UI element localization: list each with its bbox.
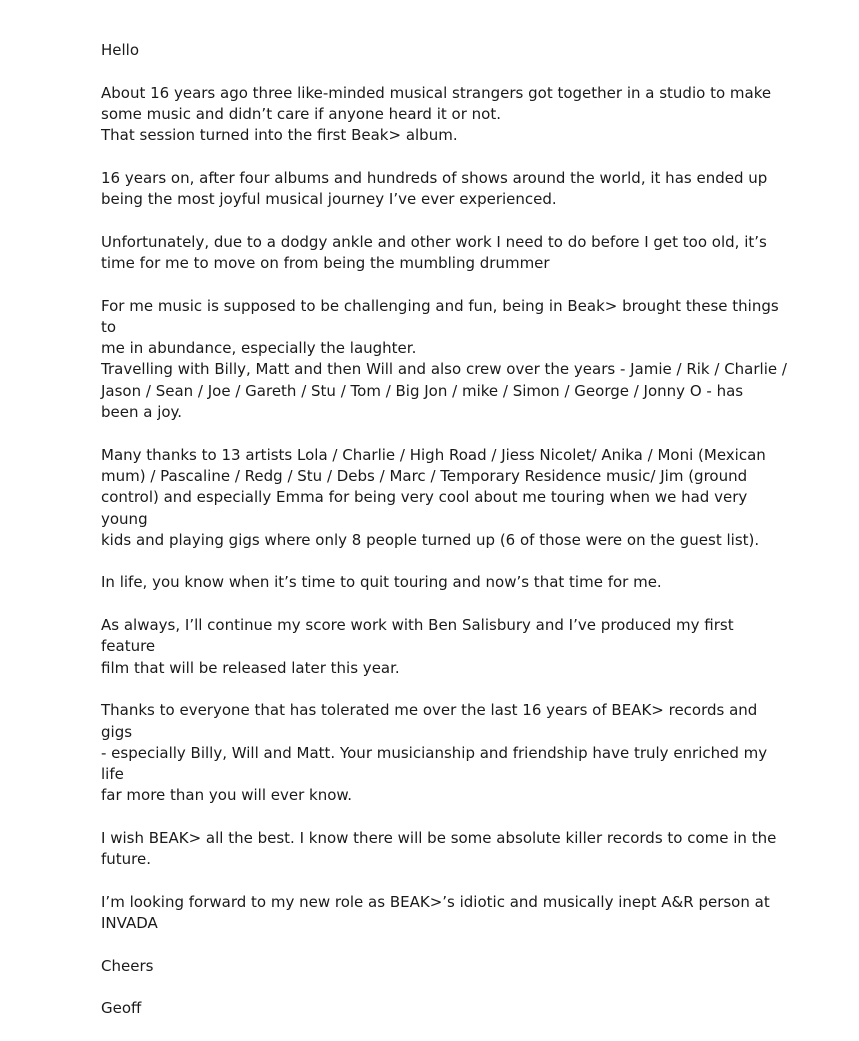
paragraph-line: As always, I’ll continue my score work with Ben Salisbury and I’ve produced my first feature [101,616,734,656]
paragraph-line: For me music is supposed to be challenging and fun, being in Beak> brought these things to [101,296,779,336]
paragraph-line: future. [101,850,152,869]
paragraph-line: - especially Billy, Will and Matt. Your musicianship and friendship have truly enriched my life [101,743,768,784]
paragraph-line: being the most joyful musical journey I’ve ever experienced. [101,190,557,209]
paragraph-line: far more than you will ever know. [101,786,353,805]
paragraph-best-wishes [101,828,791,871]
paragraph-line: mum) / Pascaline / Redg / Stu / Debs / Marc / Temporary Residence music/ Jim (ground [101,466,748,485]
paragraph-line: Unfortunately, due to a dodgy ankle and other work I need to do before I get too old, it’s [101,232,767,251]
paragraph-quit-touring [101,572,791,593]
paragraph-line: About 16 years ago three like-minded musical strangers got together in a studio to make [101,83,772,102]
paragraph-line: Jason / Sean / Joe / Gareth / Stu / Tom / Big Jon / mike / Simon / George / Jonny O - has [101,381,744,400]
paragraph-crew [101,296,791,424]
paragraph-line: me in abundance, especially the laughter. [101,339,417,358]
paragraph-thanks-artists [101,445,791,551]
greeting [101,40,791,61]
paragraph-line: I’m looking forward to my new role as BEAK>’s idiotic and musically inept A&R person at [101,892,770,911]
paragraph-origin [101,83,791,147]
signature-text: Geoff [101,999,142,1018]
letter-document [101,40,791,1041]
paragraph-line: INVADA [101,914,158,933]
paragraph-journey [101,168,791,211]
paragraph-line: film that will be released later this year. [101,658,400,677]
paragraph-line: kids and playing gigs where only 8 people turned up (6 of those were on the guest list). [101,530,760,549]
paragraph-line: Many thanks to 13 artists Lola / Charlie / High Road / Jiess Nicolet/ Anika / Moni (Mexican [101,445,766,464]
paragraph-leaving [101,232,791,275]
closing-text: Cheers [101,956,154,975]
paragraph-line: been a joy. [101,403,183,422]
paragraph-score-work [101,615,791,679]
greeting-text: Hello [101,41,140,59]
closing [101,956,791,977]
paragraph-line: Thanks to everyone that has tolerated me over the last 16 years of BEAK> records and gigs [101,701,758,741]
paragraph-line: some music and didn’t care if anyone heard it or not. [101,104,501,123]
paragraph-line: That session turned into the first Beak> album. [101,126,458,145]
paragraph-line: I wish BEAK> all the best. I know there will be some absolute killer records to come in the [101,828,777,847]
paragraph-new-role [101,892,791,935]
paragraph-line: control) and especially Emma for being very cool about me touring when we had very young [101,488,748,528]
paragraph-line: Travelling with Billy, Matt and then Will and also crew over the years - Jamie / Rik / Charlie / [101,360,787,379]
paragraph-thanks-band [101,700,791,806]
paragraph-line: In life, you know when it’s time to quit touring and now’s that time for me. [101,573,662,592]
paragraph-line: time for me to move on from being the mumbling drummer [101,253,550,272]
paragraph-line: 16 years on, after four albums and hundreds of shows around the world, it has ended up [101,168,768,187]
signature [101,998,791,1019]
